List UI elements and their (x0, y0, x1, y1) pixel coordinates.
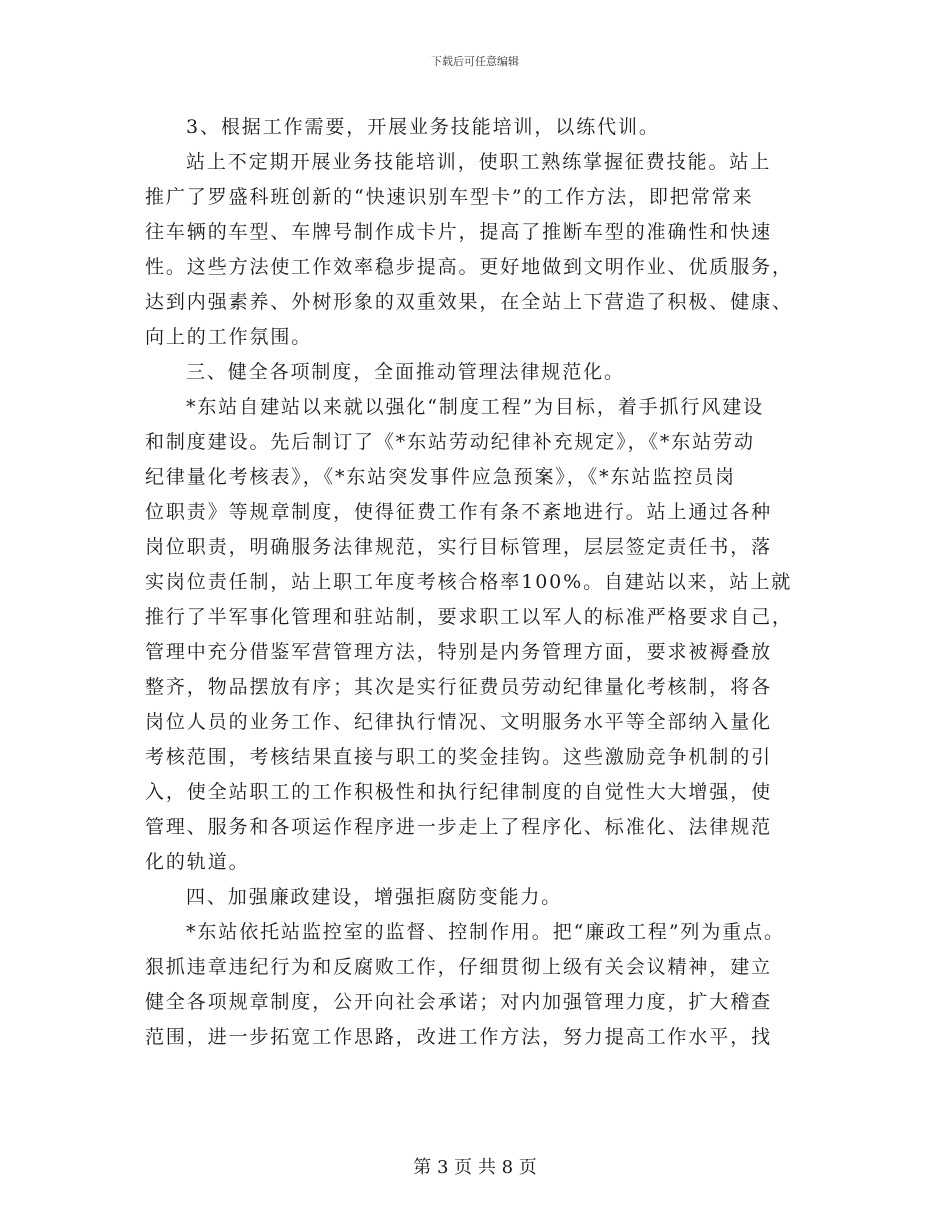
text-line: 3、根据工作需要，开展业务技能培训，以练代训。 (186, 116, 660, 138)
text-line: 管理、服务和各项运作程序进一步走上了程序化、标准化、法律规范 (145, 816, 773, 838)
text-line: 推广了罗盛科班创新的“快速识别车型卡”的工作方法，即把常常来 (145, 186, 754, 208)
page-header-note: 下载后可任意编辑 (431, 55, 519, 68)
text-line: 管理中充分借鉴军营管理方法，特别是内务管理方面，要求被褥叠放 (145, 641, 773, 663)
text-line: 纪律量化考核表》，《*东站突发事件应急预案》，《*东站监控员岗 (145, 466, 736, 488)
text-line: *东站自建站以来就以强化“制度工程”为目标，着手抓行风建设 (186, 396, 765, 418)
text-line: 岗位职责，明确服务法律规范，实行目标管理，层层签定责任书，落 (145, 536, 773, 558)
text-line: 狠抓违章违纪行为和反腐败工作，仔细贯彻上级有关会议精神，建立 (145, 956, 773, 978)
text-line: 性。这些方法使工作效率稳步提高。更好地做到文明作业、优质服务， (145, 256, 793, 278)
section-heading: 四、加强廉政建设，增强拒腐防变能力。 (186, 886, 563, 908)
text-line: 推行了半军事化管理和驻站制，要求职工以军人的标准严格要求自己， (145, 606, 793, 628)
page-number-footer: 第 3 页 共 8 页 (413, 1157, 537, 1178)
text-line: 考核范围，考核结果直接与职工的奖金挂钩。这些激励竞争机制的引 (145, 746, 773, 768)
text-line: 范围，进一步拓宽工作思路，改进工作方法，努力提高工作水平，找 (145, 1026, 773, 1048)
text-line: 岗位人员的业务工作、纪律执行情况、文明服务水平等全部纳入量化 (145, 711, 773, 733)
text-line: 实岗位责任制，站上职工年度考核合格率100%。自建站以来，站上就 (145, 571, 793, 593)
text-line: 站上不定期开展业务技能培训，使职工熟练掌握征费技能。站上 (186, 151, 772, 173)
text-line: 和制度建设。先后制订了《*东站劳动纪律补充规定》，《*东站劳动 (145, 431, 755, 453)
text-line: 整齐，物品摆放有序；其次是实行征费员劳动纪律量化考核制，将各 (145, 676, 773, 698)
text-line: 健全各项规章制度，公开向社会承诺；对内加强管理力度，扩大稽查 (145, 991, 773, 1013)
text-line: *东站依托站监控室的监督、控制作用。把“廉政工程”列为重点。 (186, 921, 785, 943)
text-line: 入，使全站职工的工作积极性和执行纪律制度的自觉性大大增强，使 (145, 781, 773, 803)
section-heading: 三、健全各项制度，全面推动管理法律规范化。 (186, 361, 625, 383)
text-line: 位职责》等规章制度，使得征费工作有条不紊地进行。站上通过各种 (145, 501, 773, 523)
text-line: 向上的工作氛围。 (145, 326, 313, 348)
text-line: 化的轨道。 (145, 851, 250, 873)
text-line: 往车辆的车型、车牌号制作成卡片，提高了推断车型的准确性和快速 (145, 221, 773, 243)
text-line: 达到内强素养、外树形象的双重效果，在全站上下营造了积极、健康、 (145, 291, 793, 313)
